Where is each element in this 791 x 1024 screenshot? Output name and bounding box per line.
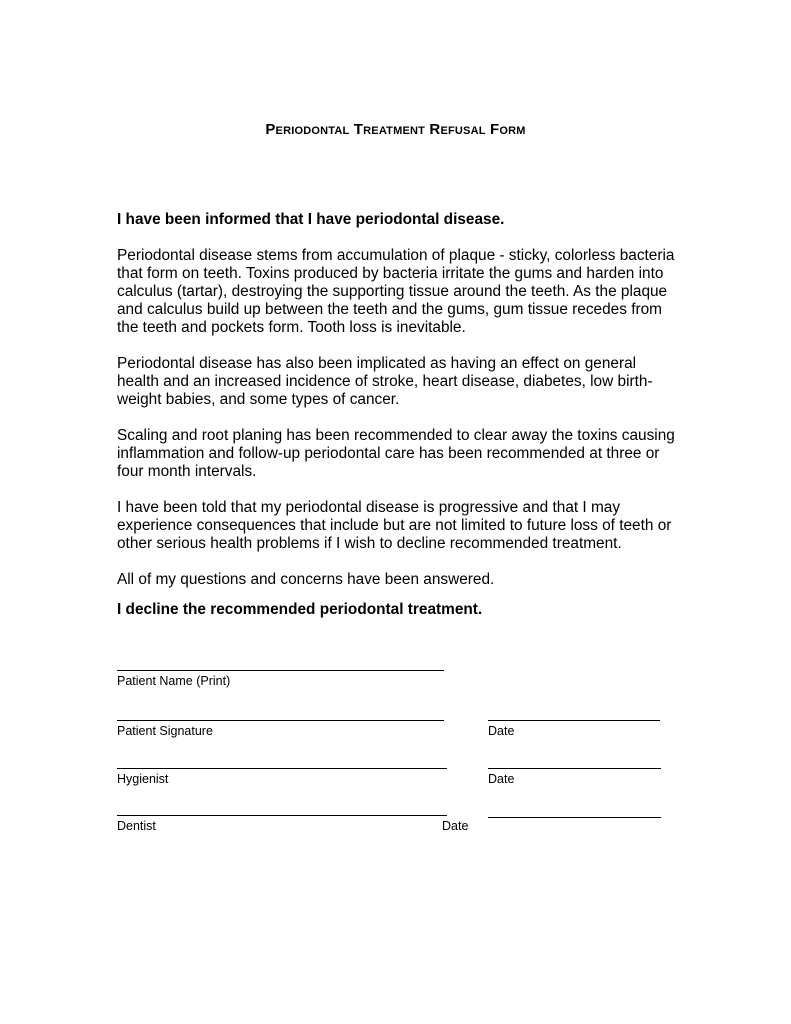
patient-name-line[interactable] [117,670,444,671]
health-effects: Periodontal disease has also been implicated as having an effect on general health and an increased incidence of stroke, heart disease, diabetes, low birth-weight babies, and some types of cancer. [117,355,653,408]
dentist-date-label: Date [442,819,469,833]
dentist-label: Dentist [117,819,156,833]
questions-answered: All of my questions and concerns have been answered. [117,571,495,588]
hygienist-line[interactable] [117,768,447,769]
patient-signature-label: Patient Signature [117,724,213,738]
dentist-date-line[interactable] [488,817,661,818]
hygienist-label: Hygienist [117,772,169,786]
decline-statement: I decline the recommended periodontal treatment. [117,601,483,618]
page-title: Periodontal Treatment Refusal Form [265,121,526,138]
hygienist-date-label: Date [488,772,515,786]
recommended-treatment: Scaling and root planing has been recommended to clear away the toxins causing inflammation and follow-up periodontal care has been recommended at three or four month intervals. [117,427,675,480]
patient-date-label: Date [488,724,515,738]
hygienist-date-line[interactable] [488,768,661,769]
patient-signature-line[interactable] [117,720,444,721]
dentist-line[interactable] [117,815,447,816]
informed-statement: I have been informed that I have periodontal disease. [117,211,505,228]
patient-name-label: Patient Name (Print) [117,674,231,688]
consequences-statement: I have been told that my periodontal disease is progressive and that I may experience consequences that include but are not limited to future loss of teeth or other serious health problems if I wish to decline recommended treatment. [117,499,672,552]
patient-date-line[interactable] [488,720,660,721]
disease-description: Periodontal disease stems from accumulation of plaque - sticky, colorless bacteria that form on teeth. Toxins produced by bacteria irritate the gums and harden into calculus (tartar), destroying the supporting tissue around the teeth. As the plaque and calculus build up between the teeth and the gums, gum tissue recedes from the teeth and pockets form. Tooth loss is inevitable. [117,247,675,336]
form-body [117,211,677,637]
